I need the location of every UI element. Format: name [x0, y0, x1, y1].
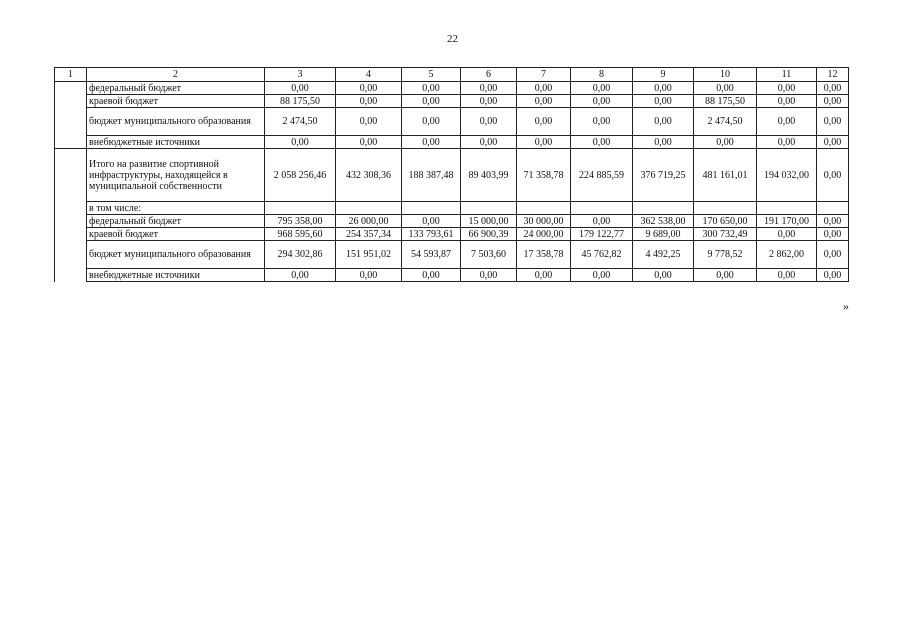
value-cell: 0,00: [757, 82, 817, 95]
value-cell: 0,00: [461, 82, 517, 95]
value-cell: 0,00: [461, 136, 517, 149]
value-cell: 2 058 256,46: [265, 149, 336, 202]
table-row: [55, 108, 849, 136]
value-cell: 24 000,00: [517, 228, 571, 241]
table-header-row: [55, 68, 849, 82]
value-cell: 0,00: [633, 269, 694, 282]
value-cell: 0,00: [633, 108, 694, 136]
value-cell: 0,00: [694, 269, 757, 282]
value-cell: 191 170,00: [757, 215, 817, 228]
value-cell: 0,00: [402, 215, 461, 228]
value-cell: 0,00: [757, 228, 817, 241]
value-cell: 968 595,60: [265, 228, 336, 241]
header-cell: 5: [402, 68, 461, 82]
value-cell: 9 689,00: [633, 228, 694, 241]
value-cell: 300 732,49: [694, 228, 757, 241]
value-cell: 88 175,50: [265, 95, 336, 108]
value-cell: 2 862,00: [757, 241, 817, 269]
page-number: 22: [447, 33, 458, 45]
value-cell: 432 308,36: [336, 149, 402, 202]
header-cell: 2: [87, 68, 265, 82]
header-cell: 3: [265, 68, 336, 82]
value-cell: 0,00: [336, 269, 402, 282]
value-cell: 0,00: [633, 136, 694, 149]
closing-quote-mark: »: [843, 299, 849, 313]
header-cell: 10: [694, 68, 757, 82]
value-cell: 0,00: [517, 269, 571, 282]
value-cell: 0,00: [571, 95, 633, 108]
value-cell: 0,00: [817, 95, 849, 108]
value-cell: [757, 202, 817, 215]
value-cell: [336, 202, 402, 215]
value-cell: 0,00: [757, 269, 817, 282]
value-cell: 0,00: [461, 108, 517, 136]
row-label: внебюджетные источники: [87, 136, 265, 149]
table-row: [55, 202, 849, 215]
value-cell: 66 900,39: [461, 228, 517, 241]
value-cell: [694, 202, 757, 215]
row-label: внебюджетные источники: [87, 269, 265, 282]
value-cell: 88 175,50: [694, 95, 757, 108]
value-cell: 0,00: [517, 95, 571, 108]
value-cell: 151 951,02: [336, 241, 402, 269]
value-cell: 0,00: [817, 215, 849, 228]
value-cell: 795 358,00: [265, 215, 336, 228]
value-cell: 0,00: [817, 149, 849, 202]
value-cell: 45 762,82: [571, 241, 633, 269]
value-cell: 0,00: [336, 108, 402, 136]
value-cell: 15 000,00: [461, 215, 517, 228]
value-cell: 0,00: [817, 108, 849, 136]
value-cell: 2 474,50: [265, 108, 336, 136]
value-cell: 0,00: [571, 82, 633, 95]
value-cell: 0,00: [694, 82, 757, 95]
value-cell: 0,00: [265, 82, 336, 95]
value-cell: [633, 202, 694, 215]
value-cell: 0,00: [461, 95, 517, 108]
table-row: [55, 95, 849, 108]
value-cell: [461, 202, 517, 215]
value-cell: 89 403,99: [461, 149, 517, 202]
value-cell: 54 593,87: [402, 241, 461, 269]
table-row: [55, 269, 849, 282]
value-cell: 0,00: [817, 136, 849, 149]
value-cell: 188 387,48: [402, 149, 461, 202]
value-cell: 7 503,60: [461, 241, 517, 269]
value-cell: 26 000,00: [336, 215, 402, 228]
value-cell: 0,00: [402, 108, 461, 136]
value-cell: 376 719,25: [633, 149, 694, 202]
row-label: федеральный бюджет: [87, 215, 265, 228]
row-number-cell: [55, 149, 87, 282]
value-cell: 0,00: [402, 95, 461, 108]
value-cell: 0,00: [571, 269, 633, 282]
value-cell: 0,00: [402, 136, 461, 149]
header-cell: 9: [633, 68, 694, 82]
value-cell: 133 793,61: [402, 228, 461, 241]
value-cell: 0,00: [757, 95, 817, 108]
table-row-total: [55, 149, 849, 202]
value-cell: 0,00: [571, 215, 633, 228]
value-cell: 254 357,34: [336, 228, 402, 241]
value-cell: 0,00: [571, 136, 633, 149]
value-cell: 0,00: [336, 82, 402, 95]
value-cell: 0,00: [402, 269, 461, 282]
row-number-cell: [55, 82, 87, 149]
value-cell: 0,00: [817, 228, 849, 241]
value-cell: 0,00: [817, 82, 849, 95]
value-cell: 0,00: [633, 82, 694, 95]
value-cell: 71 358,78: [517, 149, 571, 202]
row-label: бюджет муниципального образования: [87, 108, 265, 136]
value-cell: 17 358,78: [517, 241, 571, 269]
header-cell: 8: [571, 68, 633, 82]
value-cell: 9 778,52: [694, 241, 757, 269]
header-cell: 12: [817, 68, 849, 82]
header-cell: 7: [517, 68, 571, 82]
value-cell: 0,00: [265, 136, 336, 149]
row-label: Итого на развитие спортивной инфраструктуры, находящейся в муниципальной собственности: [87, 149, 265, 202]
value-cell: 30 000,00: [517, 215, 571, 228]
value-cell: 0,00: [757, 108, 817, 136]
value-cell: [402, 202, 461, 215]
value-cell: [517, 202, 571, 215]
header-cell: 11: [757, 68, 817, 82]
value-cell: 170 650,00: [694, 215, 757, 228]
row-label: краевой бюджет: [87, 228, 265, 241]
value-cell: 224 885,59: [571, 149, 633, 202]
value-cell: 0,00: [694, 136, 757, 149]
value-cell: 0,00: [757, 136, 817, 149]
value-cell: [571, 202, 633, 215]
value-cell: 0,00: [461, 269, 517, 282]
table-row: [55, 228, 849, 241]
value-cell: 0,00: [817, 269, 849, 282]
header-cell: 1: [55, 68, 87, 82]
value-cell: 0,00: [336, 95, 402, 108]
value-cell: 0,00: [517, 136, 571, 149]
value-cell: 2 474,50: [694, 108, 757, 136]
table-row: [55, 82, 849, 95]
table-row: [55, 215, 849, 228]
row-label: краевой бюджет: [87, 95, 265, 108]
value-cell: 362 538,00: [633, 215, 694, 228]
value-cell: 294 302,86: [265, 241, 336, 269]
row-label: федеральный бюджет: [87, 82, 265, 95]
value-cell: 0,00: [571, 108, 633, 136]
value-cell: 0,00: [633, 95, 694, 108]
value-cell: 4 492,25: [633, 241, 694, 269]
budget-table: [54, 67, 849, 282]
value-cell: 0,00: [336, 136, 402, 149]
value-cell: 0,00: [817, 241, 849, 269]
header-cell: 6: [461, 68, 517, 82]
value-cell: 0,00: [517, 82, 571, 95]
value-cell: 179 122,77: [571, 228, 633, 241]
table-row: [55, 241, 849, 269]
row-label: в том числе:: [87, 202, 265, 215]
value-cell: 194 032,00: [757, 149, 817, 202]
value-cell: 481 161,01: [694, 149, 757, 202]
value-cell: 0,00: [517, 108, 571, 136]
value-cell: 0,00: [265, 269, 336, 282]
table-row: [55, 136, 849, 149]
value-cell: [265, 202, 336, 215]
value-cell: 0,00: [402, 82, 461, 95]
value-cell: [817, 202, 849, 215]
row-label: бюджет муниципального образования: [87, 241, 265, 269]
header-cell: 4: [336, 68, 402, 82]
